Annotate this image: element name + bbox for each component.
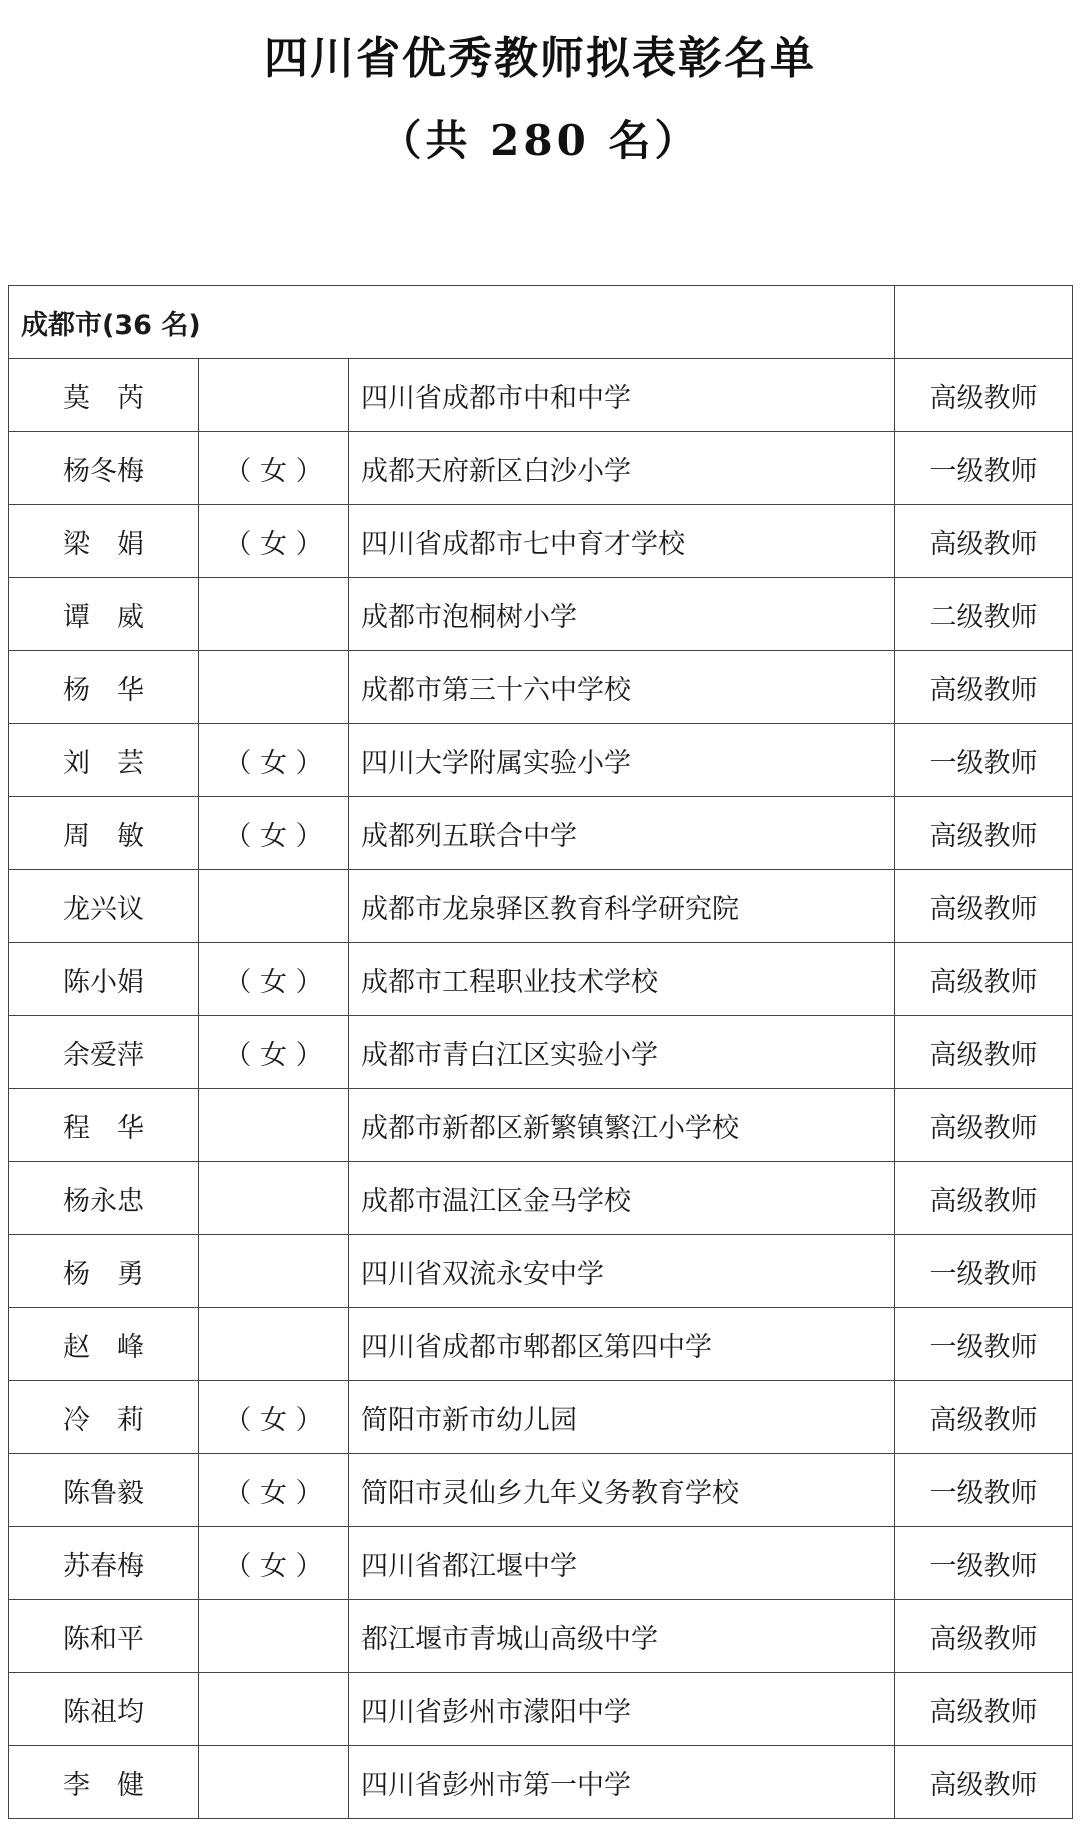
teacher-gender: （ 女 ） [199, 1527, 349, 1600]
table-row [9, 1089, 1073, 1162]
table-row [9, 797, 1073, 870]
teacher-name: 龙兴议 [9, 870, 199, 943]
teacher-name: 陈小娟 [9, 943, 199, 1016]
teacher-gender [199, 1746, 349, 1819]
region-empty-cell [895, 286, 1073, 359]
table-row [9, 359, 1073, 432]
region-header-row [9, 286, 1073, 359]
teacher-school: 成都市青白江区实验小学 [349, 1016, 895, 1089]
teacher-gender: （ 女 ） [199, 432, 349, 505]
teacher-name: 周 敏 [9, 797, 199, 870]
table-row [9, 1016, 1073, 1089]
teacher-name: 陈祖均 [9, 1673, 199, 1746]
teacher-title: 高级教师 [895, 1089, 1073, 1162]
page-subtitle: （共 280 名） [379, 116, 701, 165]
teacher-gender [199, 1235, 349, 1308]
teacher-gender: （ 女 ） [199, 505, 349, 578]
teacher-school: 成都市温江区金马学校 [349, 1162, 895, 1235]
teacher-school: 成都市龙泉驿区教育科学研究院 [349, 870, 895, 943]
page-title: 四川省优秀教师拟表彰名单 [264, 33, 816, 84]
teacher-gender [199, 1089, 349, 1162]
teacher-school: 都江堰市青城山高级中学 [349, 1600, 895, 1673]
teacher-name: 余爱萍 [9, 1016, 199, 1089]
teacher-gender: （ 女 ） [199, 943, 349, 1016]
teacher-school: 成都列五联合中学 [349, 797, 895, 870]
teacher-name: 赵 峰 [9, 1308, 199, 1381]
teacher-roster-table [8, 285, 1073, 1819]
teacher-title: 高级教师 [895, 651, 1073, 724]
table-row [9, 1600, 1073, 1673]
teacher-name: 莫 芮 [9, 359, 199, 432]
table-row [9, 1454, 1073, 1527]
table-row [9, 505, 1073, 578]
table-row [9, 724, 1073, 797]
teacher-school: 成都市第三十六中学校 [349, 651, 895, 724]
teacher-name: 杨 勇 [9, 1235, 199, 1308]
teacher-gender: （ 女 ） [199, 724, 349, 797]
teacher-school: 四川省双流永安中学 [349, 1235, 895, 1308]
teacher-school: 四川省都江堰中学 [349, 1527, 895, 1600]
teacher-gender [199, 651, 349, 724]
teacher-gender [199, 1673, 349, 1746]
teacher-title: 二级教师 [895, 578, 1073, 651]
teacher-gender: （ 女 ） [199, 1016, 349, 1089]
teacher-title: 一级教师 [895, 1527, 1073, 1600]
teacher-school: 成都市泡桐树小学 [349, 578, 895, 651]
teacher-name: 苏春梅 [9, 1527, 199, 1600]
roster-body [9, 286, 1073, 1819]
table-row [9, 870, 1073, 943]
table-row [9, 432, 1073, 505]
table-row [9, 651, 1073, 724]
teacher-name: 李 健 [9, 1746, 199, 1819]
teacher-name: 冷 莉 [9, 1381, 199, 1454]
teacher-title: 高级教师 [895, 1746, 1073, 1819]
table-row [9, 578, 1073, 651]
teacher-title: 高级教师 [895, 1600, 1073, 1673]
teacher-school: 四川省成都市中和中学 [349, 359, 895, 432]
teacher-gender: （ 女 ） [199, 797, 349, 870]
teacher-school: 成都市新都区新繁镇繁江小学校 [349, 1089, 895, 1162]
teacher-school: 简阳市新市幼儿园 [349, 1381, 895, 1454]
teacher-gender [199, 1308, 349, 1381]
table-row [9, 1673, 1073, 1746]
teacher-school: 四川省彭州市第一中学 [349, 1746, 895, 1819]
teacher-gender: （ 女 ） [199, 1454, 349, 1527]
teacher-name: 谭 威 [9, 578, 199, 651]
table-row [9, 943, 1073, 1016]
teacher-school: 四川省成都市七中育才学校 [349, 505, 895, 578]
teacher-name: 程 华 [9, 1089, 199, 1162]
teacher-title: 一级教师 [895, 1308, 1073, 1381]
teacher-school: 四川省成都市郫都区第四中学 [349, 1308, 895, 1381]
teacher-name: 陈和平 [9, 1600, 199, 1673]
teacher-title: 高级教师 [895, 359, 1073, 432]
table-row [9, 1308, 1073, 1381]
table-row [9, 1381, 1073, 1454]
teacher-title: 高级教师 [895, 797, 1073, 870]
teacher-gender [199, 870, 349, 943]
teacher-school: 简阳市灵仙乡九年义务教育学校 [349, 1454, 895, 1527]
teacher-name: 刘 芸 [9, 724, 199, 797]
teacher-title: 一级教师 [895, 432, 1073, 505]
teacher-title: 一级教师 [895, 1235, 1073, 1308]
teacher-name: 梁 娟 [9, 505, 199, 578]
table-row [9, 1235, 1073, 1308]
teacher-title: 高级教师 [895, 870, 1073, 943]
teacher-title: 高级教师 [895, 1016, 1073, 1089]
region-label: 成都市(36 名) [9, 286, 895, 359]
teacher-gender [199, 1162, 349, 1235]
teacher-title: 一级教师 [895, 724, 1073, 797]
teacher-gender [199, 359, 349, 432]
teacher-gender [199, 578, 349, 651]
table-row [9, 1746, 1073, 1819]
teacher-school: 四川省彭州市濛阳中学 [349, 1673, 895, 1746]
teacher-title: 一级教师 [895, 1454, 1073, 1527]
teacher-name: 杨永忠 [9, 1162, 199, 1235]
teacher-school: 成都天府新区白沙小学 [349, 432, 895, 505]
table-row [9, 1162, 1073, 1235]
teacher-title: 高级教师 [895, 943, 1073, 1016]
teacher-name: 杨 华 [9, 651, 199, 724]
teacher-gender: （ 女 ） [199, 1381, 349, 1454]
teacher-name: 杨冬梅 [9, 432, 199, 505]
teacher-title: 高级教师 [895, 1162, 1073, 1235]
teacher-gender [199, 1600, 349, 1673]
teacher-school: 成都市工程职业技术学校 [349, 943, 895, 1016]
teacher-name: 陈鲁毅 [9, 1454, 199, 1527]
table-row [9, 1527, 1073, 1600]
teacher-school: 四川大学附属实验小学 [349, 724, 895, 797]
teacher-title: 高级教师 [895, 1381, 1073, 1454]
teacher-title: 高级教师 [895, 1673, 1073, 1746]
teacher-title: 高级教师 [895, 505, 1073, 578]
